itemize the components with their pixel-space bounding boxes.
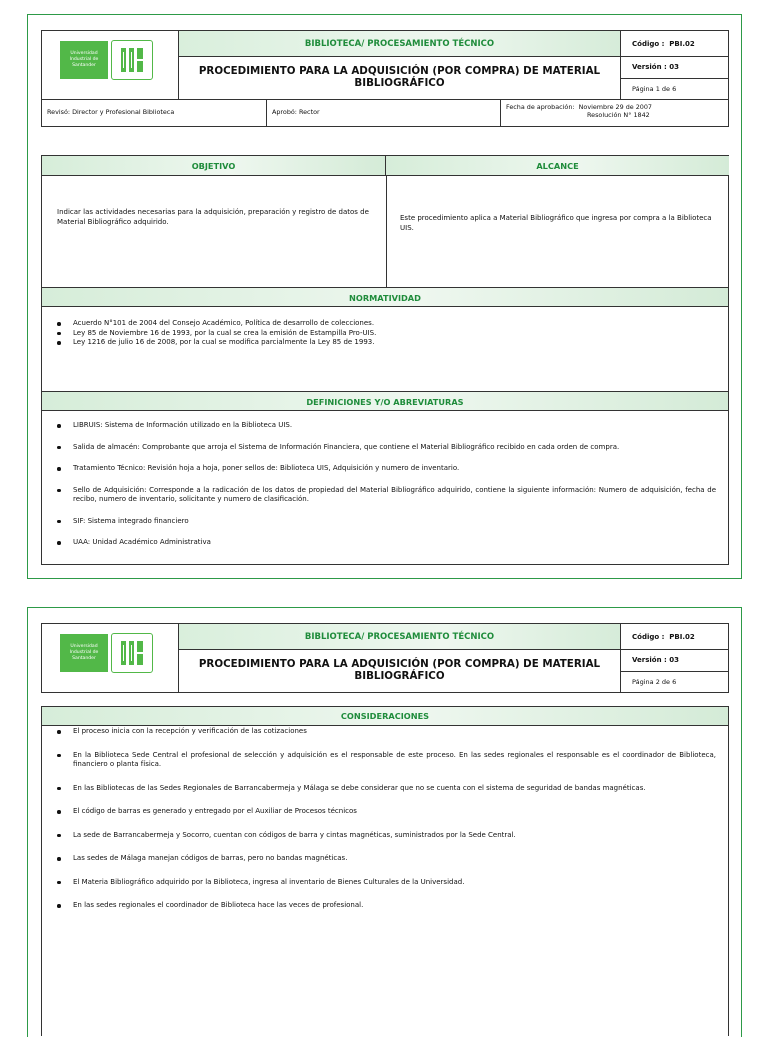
code-value: PBI.02 — [669, 40, 695, 48]
version-cell: Versión : 03 — [620, 650, 728, 672]
list-item: La sede de Barrancabermeja y Socorro, cuentan con códigos de barra y cintas magnéticas, suministrados por la Sede Central. — [57, 831, 716, 841]
list-item: El proceso inicia con la recepción y verificación de las cotizaciones — [57, 727, 716, 737]
document-header — [41, 30, 729, 127]
normatividad-header: NORMATIVIDAD — [42, 287, 728, 307]
document-page-1 — [27, 14, 742, 579]
reviewed-by: Revisó: Director y Profesional Biblioteca — [47, 108, 175, 116]
approval-date-label: Fecha de aprobación: — [506, 103, 575, 111]
university-logo: Universidad Industrial de Santander — [60, 41, 108, 79]
consideraciones-header: CONSIDERACIONES — [42, 707, 728, 726]
approval-row — [42, 99, 728, 127]
list-item: Ley 85 de Noviembre 16 de 1993, por la cual se crea la emisión de Estampilla Pro-UIS. — [57, 329, 716, 339]
code-cell — [620, 31, 728, 57]
version-cell: Versión : 03 — [620, 57, 728, 79]
consideraciones-list — [57, 727, 716, 911]
list-item: Salida de almacén: Comprobante que arroja el Sistema de Información Financiera, que contiene el Material Bibliográfico recibido en cada orden de compra. — [57, 443, 716, 453]
objetivo-text: Indicar las actividades necesarias para la adquisición, preparación y registro de datos de Material Bibliográfico adquirido. — [57, 208, 369, 226]
list-item: Ley 1216 de julio 16 de 2008, por la cual se modifica parcialmente la Ley 85 de 1993. — [57, 338, 716, 348]
list-item: LIBRUIS: Sistema de Información utilizado en la Biblioteca UIS. — [57, 421, 716, 431]
list-item: UAA: Unidad Académico Administrativa — [57, 538, 716, 548]
alcance-text: Este procedimiento aplica a Material Bibliográfico que ingresa por compra a la Biblioteca UIS. — [400, 214, 712, 232]
column-divider — [386, 176, 387, 287]
procedure-title: PROCEDIMIENTO PARA LA ADQUISICIÓN (POR COMPRA) DE MATERIAL BIBLIOGRÁFICO — [198, 65, 601, 89]
approved-by: Aprobó: Rector — [266, 100, 500, 127]
document-page-2 — [27, 607, 742, 1037]
uis-seal-icon — [111, 40, 153, 80]
list-item: Sello de Adquisición: Corresponde a la radicación de los datos de propiedad del Material Bibliográfico adquirido, contiene la siguiente información: Numero de adquisición, fecha de recibo, numero de inventario, solicitante y numero de clasificación. — [57, 486, 716, 505]
definiciones-list — [57, 421, 716, 548]
page-number: Página 2 de 6 — [620, 672, 728, 692]
section-banner: BIBLIOTECA/ PROCESAMIENTO TÉCNICO — [179, 31, 620, 57]
list-item: En las Bibliotecas de las Sedes Regionales de Barrancabermeja y Málaga se debe considerar que no se cuenta con el sistema de seguridad de bandas magnéticas. — [57, 784, 716, 794]
list-item: Tratamiento Técnico: Revisión hoja a hoja, poner sellos de: Biblioteca UIS, Adquisición y numero de inventario. — [57, 464, 716, 474]
list-item: El Materia Bibliográfico adquirido por la Biblioteca, ingresa al inventario de Bienes Culturales de la Universidad. — [57, 878, 716, 888]
list-item: En las sedes regionales el coordinador de Biblioteca hace las veces de profesional. — [57, 901, 716, 911]
logo-cell — [42, 31, 179, 99]
content-table — [41, 155, 729, 565]
list-item: Las sedes de Málaga manejan códigos de barras, pero no bandas magnéticas. — [57, 854, 716, 864]
list-item: En la Biblioteca Sede Central el profesional de selección y adquisición es el responsable de este proceso. En las sedes regionales el responsable es el coordinador de Biblioteca, financiero o planta física. — [57, 751, 716, 770]
page-number: Página 1 de 6 — [620, 79, 728, 99]
code-label: Código : — [632, 633, 665, 641]
procedure-title: PROCEDIMIENTO PARA LA ADQUISICIÓN (POR COMPRA) DE MATERIAL BIBLIOGRÁFICO — [198, 658, 601, 682]
objetivo-header: OBJETIVO — [42, 156, 386, 176]
consideraciones-table — [41, 706, 729, 1036]
definiciones-header: DEFINICIONES Y/O ABREVIATURAS — [42, 391, 728, 411]
alcance-header: ALCANCE — [386, 156, 729, 176]
normatividad-list — [57, 319, 716, 348]
document-header — [41, 623, 729, 693]
section-banner: BIBLIOTECA/ PROCESAMIENTO TÉCNICO — [179, 624, 620, 650]
logo-cell — [42, 624, 179, 692]
list-item: SIF: Sistema integrado financiero — [57, 517, 716, 527]
list-item: Acuerdo N°101 de 2004 del Consejo Académico, Política de desarrollo de colecciones. — [57, 319, 716, 329]
uis-seal-icon — [111, 633, 153, 673]
resolution: Resolución N° 1842 — [587, 111, 650, 119]
code-cell — [620, 624, 728, 650]
list-item: El código de barras es generado y entregado por el Auxiliar de Procesos técnicos — [57, 807, 716, 817]
university-logo: Universidad Industrial de Santander — [60, 634, 108, 672]
approval-date-cell — [500, 100, 728, 127]
code-label: Código : — [632, 40, 665, 48]
approval-date: Noviembre 29 de 2007 — [578, 103, 652, 111]
code-value: PBI.02 — [669, 633, 695, 641]
